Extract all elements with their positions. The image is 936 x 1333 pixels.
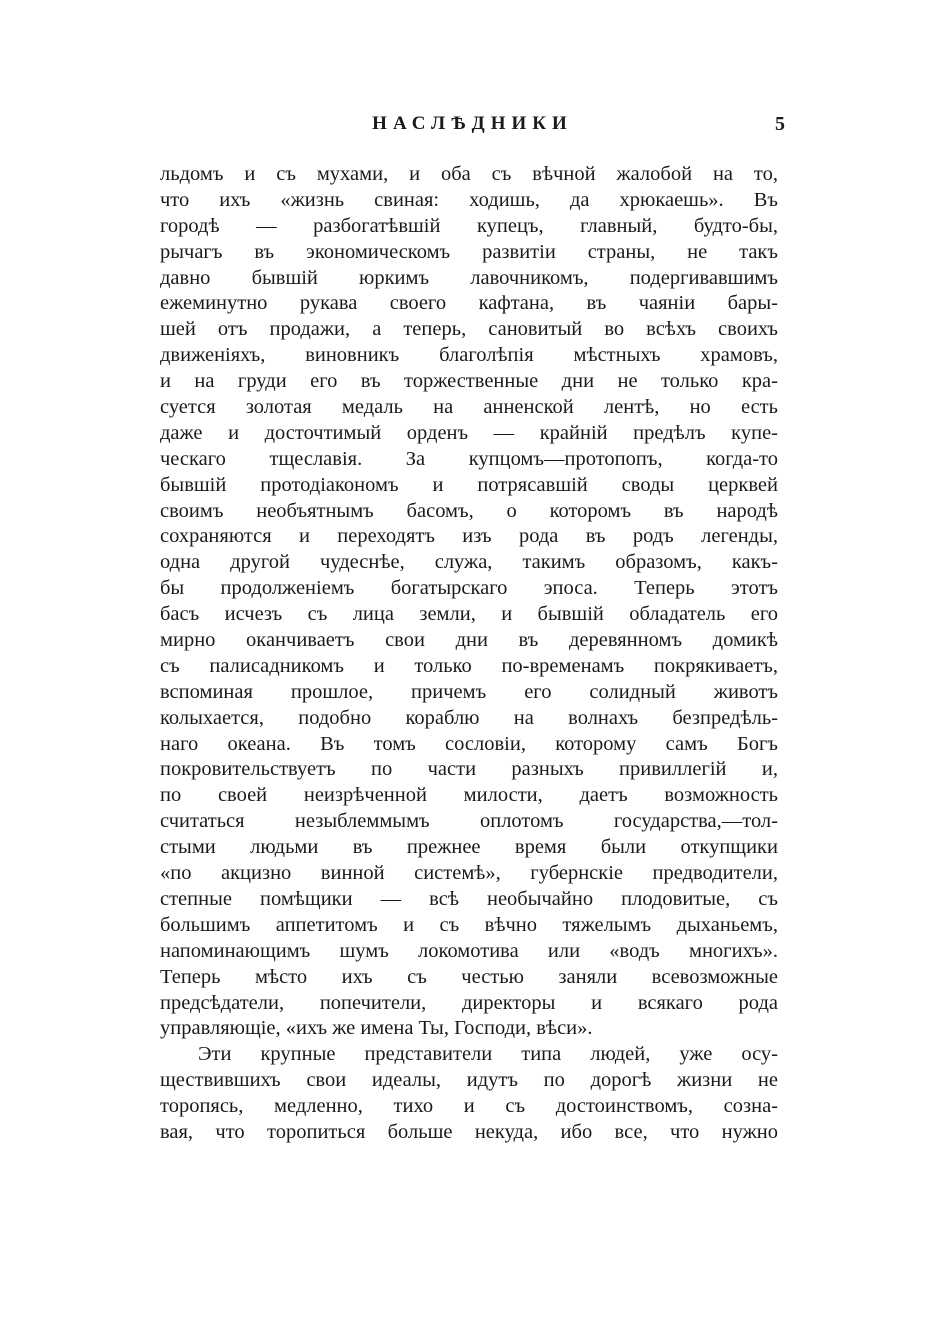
running-title: НАСЛѢДНИКИ [372, 113, 573, 134]
text-line: по своей неизрѣченной милости, даетъ возможность [160, 784, 778, 807]
text-line: даже и досточтимый орденъ — крайній предѣлъ купе- [160, 421, 778, 444]
paragraph-first-line: Эти крупные представители типа людей, уже осу- [198, 1043, 778, 1066]
text-line: покровительствуетъ по части разныхъ привиллегій и, [160, 758, 778, 781]
text-line: бывшій протодіакономъ и потрясавшій своды церквей [160, 473, 778, 496]
text-line: вая, что торопиться больше некуда, ибо все, что нужно [160, 1120, 778, 1143]
text-line: городѣ — разбогатѣвшій купецъ, главный, будто-бы, [160, 214, 778, 237]
text-line: и на груди его въ торжественные дни не только кра- [160, 370, 778, 393]
body-text [160, 162, 778, 1146]
text-line: Теперь мѣсто ихъ съ честью заняли всевозможные [160, 965, 778, 988]
text-line: предсѣдатели, попечители, директоры и всякаго рода [160, 991, 778, 1014]
text-line: суется золотая медаль на анненской лентѣ, но есть [160, 396, 778, 419]
text-line: стыми людьми въ прежнее время были откупщики [160, 836, 778, 859]
text-line: торопясь, медленно, тихо и съ достоинствомъ, созна- [160, 1095, 778, 1118]
text-line: шей отъ продажи, а теперь, сановитый во всѣхъ своихъ [160, 318, 778, 341]
text-line: одна другой чудеснѣе, служа, такимъ образомъ, какъ- [160, 551, 778, 574]
text-line: степные помѣщики — всѣ необычайно плодовитые, съ [160, 887, 778, 910]
page-header [160, 113, 785, 143]
text-line: мирно оканчиваетъ свои дни въ деревянномъ домикѣ [160, 629, 778, 652]
text-line: басъ исчезъ съ лица земли, и бывшій обладатель его [160, 603, 778, 626]
text-line: колыхается, подобно кораблю на волнахъ безпредѣль- [160, 706, 778, 729]
text-line: напоминающимъ шумъ локомотива или «водъ многихъ». [160, 939, 778, 962]
text-line: считаться незыблеммымъ оплотомъ государства,—тол- [160, 810, 778, 833]
text-line: ществившихъ свои идеалы, идутъ по дорогѣ жизни не [160, 1069, 778, 1092]
page-number: 5 [775, 113, 785, 135]
text-line: бы продолженіемъ богатырскаго эпоса. Теперь этотъ [160, 577, 778, 600]
text-line: съ палисадникомъ и только по-временамъ покрякиваетъ, [160, 654, 778, 677]
text-line: давно бывшій юркимъ лавочникомъ, подергивавшимъ [160, 266, 778, 289]
paragraph-last-line: управляющіе, «ихъ же имена Ты, Господи, вѣси». [160, 1017, 593, 1040]
text-line: своимъ необъятнымъ басомъ, о которомъ въ народѣ [160, 499, 778, 522]
text-line: ческаго тщеславія. За купцомъ—протопопъ, когда-то [160, 447, 778, 470]
text-line: что ихъ «жизнь свиная: ходишь, да хрюкаешь». Въ [160, 188, 778, 211]
text-line: наго океана. Въ томъ сословіи, которому самъ Богъ [160, 732, 778, 755]
text-line: ежеминутно рукава своего кафтана, въ чаяніи бары- [160, 292, 778, 315]
text-line: рычагъ въ экономическомъ развитіи страны, не такъ [160, 240, 778, 263]
text-line: льдомъ и съ мухами, и оба съ вѣчной жалобой на то, [160, 163, 778, 185]
text-line: вспоминая прошлое, причемъ его солидный животъ [160, 680, 778, 703]
text-line: «по акцизно винной системѣ», губернскіе предводители, [160, 862, 778, 885]
text-line: сохраняются и переходятъ изъ рода въ родъ легенды, [160, 525, 778, 548]
text-line: движеніяхъ, виновникъ благолѣпія мѣстныхъ храмовъ, [160, 344, 778, 367]
text-line: большимъ аппетитомъ и съ вѣчно тяжелымъ дыханьемъ, [160, 913, 778, 936]
